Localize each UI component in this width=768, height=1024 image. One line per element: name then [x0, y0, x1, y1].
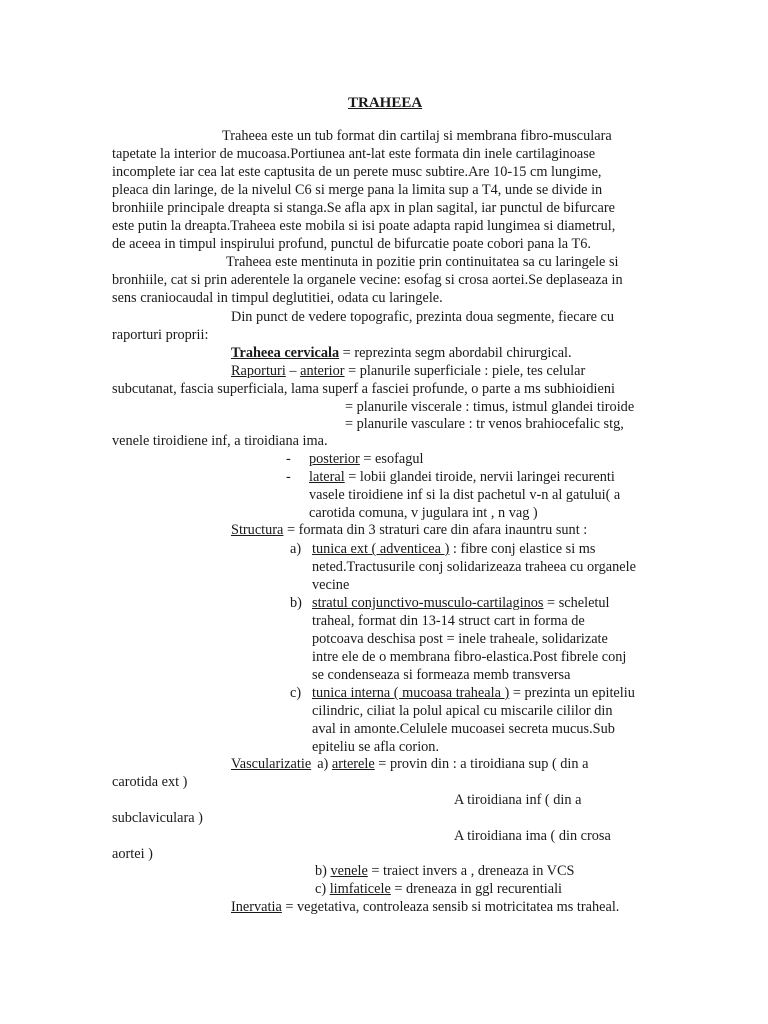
text-line: pleaca din laringe, de la nivelul C6 si merge pana la limita sup a T4, unde se divide in	[112, 182, 603, 198]
text-line	[231, 363, 585, 380]
text-line	[312, 595, 610, 612]
text-line	[312, 541, 595, 558]
text-line: raporturi proprii:	[112, 327, 209, 343]
text-line: traheal, format din 13-14 struct cart in forma de	[312, 613, 585, 629]
definition: = vegetativa, controleaza sensib si motricitatea ms traheal.	[281, 899, 620, 915]
text-line: carotida comuna, v jugulara int , n vag )	[309, 505, 538, 521]
text-line: de aceea in timpul inspirului profund, punctul de bifurcatie poate cobori pana la T6.	[112, 236, 591, 252]
term: Traheea cervicala	[231, 345, 340, 361]
text-line: neted.Tractusurile conj solidarizeaza traheea cu organele	[312, 559, 636, 575]
term: Vascularizatie	[231, 756, 312, 772]
text-line: = planurile viscerale : timus, istmul glandei tiroide	[345, 399, 635, 415]
text-line: vecine	[312, 577, 350, 593]
term: Inervatia	[231, 899, 282, 915]
text-line: A tiroidiana ima ( din crosa	[454, 828, 611, 844]
separator: –	[285, 363, 301, 379]
text-line: subclaviculara )	[112, 810, 203, 826]
text-line: venele tiroidiene inf, a tiroidiana ima.	[112, 433, 328, 449]
definition: = formata din 3 straturi care din afara inauntru sunt :	[283, 522, 588, 538]
list-marker: a)	[290, 541, 302, 557]
text-line: bronhiile, cat si prin aderentele la organele vecine: esofag si crosa aortei.Se deplaseaza in	[112, 272, 623, 288]
text-line: intre ele de o membrana fibro-elastica.Post fibrele conj	[312, 649, 627, 665]
text-line: potcoava deschisa post = inele traheale, solidarizate	[312, 631, 608, 647]
text-line: subcutanat, fascia superficiala, lama superf a fasciei profunde, o parte a ms subhioidieni	[112, 381, 615, 397]
text-line: = planurile vasculare : tr venos brahiocefalic stg,	[345, 416, 624, 432]
definition: = planurile superficiale : piele, tes celular	[344, 363, 586, 379]
text-line: se condenseaza si formeaza memb transversa	[312, 667, 571, 683]
definition: = prezinta un epiteliu	[509, 685, 635, 701]
list-marker: c)	[290, 685, 302, 701]
text-line: tapetate la interior de mucoasa.Portiunea ant-lat este formata din inele cartilaginoase	[112, 146, 596, 162]
text-line: Traheea este mentinuta in pozitie prin continuitatea sa cu laringele si	[226, 254, 619, 270]
cervical-heading	[231, 345, 572, 362]
text-line: sens craniocaudal in timpul deglutitiei, odata cu laringele.	[112, 290, 443, 306]
term: Raporturi	[231, 363, 286, 379]
inervatia-line	[231, 899, 619, 916]
term: lateral	[309, 469, 345, 485]
structura-heading	[231, 522, 587, 539]
page-title: TRAHEEA	[348, 95, 423, 111]
text-line: este putin la dreapta.Traheea este mobila si isi poate adapta rapid lungimea si diametrul,	[112, 218, 616, 234]
term: tunica interna ( mucoasa traheala )	[312, 685, 510, 701]
bullet: -	[286, 469, 291, 485]
list-marker: b)	[315, 863, 331, 879]
text-line: Din punct de vedere topografic, prezinta doua segmente, fiecare cu	[231, 309, 615, 325]
text-line	[309, 451, 423, 468]
text-line	[315, 863, 575, 880]
list-marker: c)	[315, 881, 330, 897]
text-line: Traheea este un tub format din cartilaj si membrana fibro-musculara	[222, 128, 612, 144]
term: anterior	[300, 363, 345, 379]
definition: = provin din : a tiroidiana sup ( din a	[374, 756, 589, 772]
list-marker: b)	[290, 595, 302, 611]
text-line: epiteliu se afla corion.	[312, 739, 440, 755]
text-line	[309, 469, 615, 486]
definition: = dreneaza in ggl recurentiali	[390, 881, 563, 897]
definition: = esofagul	[359, 451, 424, 467]
definition: = lobii glandei tiroide, nervii laringei recurenti	[344, 469, 615, 485]
text-line: incomplete iar cea lat este captusita de un perete musc subtire.Are 10-15 cm lungime,	[112, 164, 602, 180]
term: venele	[330, 863, 368, 879]
term: arterele	[331, 756, 375, 772]
definition: = scheletul	[543, 595, 610, 611]
text-line: aortei )	[112, 846, 153, 862]
term: limfaticele	[329, 881, 391, 897]
text-line: carotida ext )	[112, 774, 188, 790]
definition: = reprezinta segm abordabil chirurgical.	[339, 345, 572, 361]
term: posterior	[309, 451, 360, 467]
text-line: bronhiile principale dreapta si stanga.Se afla apx in plan sagital, iar punctul de bifurcare	[112, 200, 615, 216]
definition: = traiect invers a , dreneaza in VCS	[367, 863, 575, 879]
term: Structura	[231, 522, 284, 538]
term: tunica ext ( adventicea )	[312, 541, 450, 557]
text-line: A tiroidiana inf ( din a	[454, 792, 582, 808]
text-line	[312, 685, 635, 702]
text-line	[315, 881, 562, 898]
bullet: -	[286, 451, 291, 467]
text-line: cilindric, ciliat la polul apical cu miscarile cililor din	[312, 703, 613, 719]
list-marker: a)	[317, 756, 332, 772]
text-line: vasele tiroidiene inf si la dist pachetul v-n al gatului( a	[309, 487, 621, 503]
text-line: aval in amonte.Celulele mucoasei secreta mucus.Sub	[312, 721, 615, 737]
text-line	[231, 756, 588, 773]
term: stratul conjunctivo-musculo-cartilaginos	[312, 595, 544, 611]
definition: : fibre conj elastice si ms	[449, 541, 596, 557]
